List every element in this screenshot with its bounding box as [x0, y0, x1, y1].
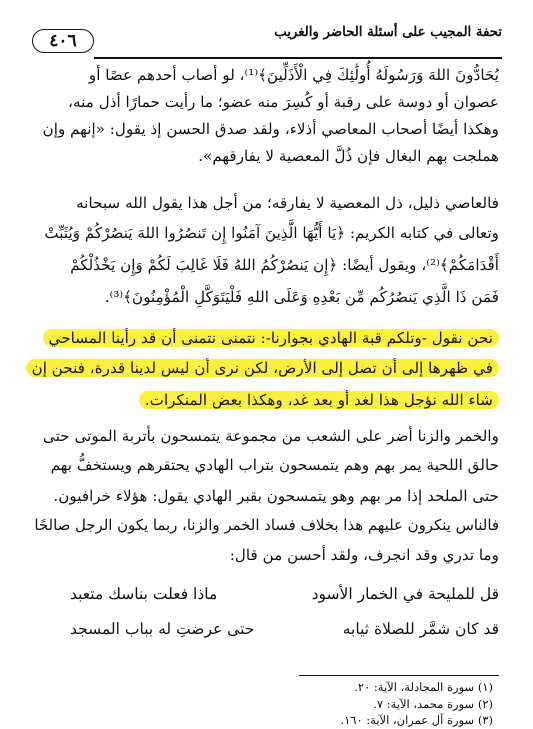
highlighted-line	[34, 389, 499, 411]
text-line: أَقْدَامَكُمْ﴾⁽²⁾، ويقول أيضًا: ﴿إِن يَنصُرْكُمُ اللهُ فَلَا غَالِبَ لَكُمْ وَإِن يَخْذُلْكُمْ	[70, 256, 499, 274]
footnote-separator	[299, 675, 499, 676]
text-line: حالق اللحية يمر بهم وهم يتمسحون بتراب الهادي يحتقرهم ويستخفُّ بهم	[50, 456, 499, 474]
footnote: (٣) سورة آل عمران، الآية: ١٦٠.	[340, 713, 493, 727]
poem-verse-first-hemistich: قل للمليحة في الخمار الأسود	[311, 585, 499, 603]
footnote: (١) سورة المجادلة، الآية: ٢٠.	[354, 680, 493, 694]
text-line: وهكذا أيضًا أصحاب المعاصي أذلاء، ولقد صدق الحسن إذ يقول: «إنهم وإن	[42, 120, 499, 138]
highlight-mark: في ظهرها إلى أن تصل إلى الأرض، لكن نرى أن ليس لدينا قدرة، فنحن إن	[26, 359, 499, 377]
text-line: يُحَادُّونَ اللهَ وَرَسُولَهُ أُولَٰئِكَ فِي الْأَذَلِّينَ﴾⁽¹⁾، لو أصاب أحدهم عصًا أو	[88, 66, 499, 84]
text-line: فَمَن ذَا الَّذِي يَنصُرُكُم مِّن بَعْدِهِ وَعَلَى اللهِ فَلْيَتَوَكَّلِ الْمُؤْمِنُونَ﴾⁽³⁾.	[104, 288, 499, 306]
page-header	[32, 25, 502, 59]
text-line: هملجت بهم البغال فإن ذُلَّ المعصية لا يفارقهم».	[198, 147, 499, 165]
text-line: فالناس ينكرون عليهم هذا بخلاف فساد الخمر والزنا، ربما يكون الرجل صالحًا	[34, 516, 499, 534]
book-title: تحفة المجيب على أسئلة الحاضر والغريب	[274, 25, 502, 40]
highlighted-line	[34, 327, 499, 349]
text-line: حتى الملحد إذا مر بهم وهو يتمسحون بقبر الهادي يقول: هؤلاء خرافيون.	[53, 487, 499, 505]
header-rule	[94, 57, 502, 59]
highlighted-line	[31, 357, 499, 379]
highlight-mark: شاء الله نؤجل هذا لغد أو بعد غد، وهكذا بعض المنكرات.	[139, 391, 499, 409]
poem-verse-second-hemistich: ماذا فعلت بناسك متعبد	[70, 585, 218, 603]
page-number: ٤٠٦	[32, 29, 94, 53]
text-line: وتعالى في كتابه الكريم: ﴿يَا أَيُّهَا الَّذِينَ آمَنُوا إِن تَنصُرُوا اللهَ يَنصُرْكُمْ وَيُثَبِّتْ	[44, 224, 499, 242]
text-line: وما تدري وقد انجرف، ولقد أحسن من قال:	[229, 546, 499, 564]
text-line: فالعاصي ذليل، ذل المعصية لا يفارقه؛ من أجل هذا يقول الله سبحانه	[76, 194, 499, 212]
poem-verse-second-hemistich: حتى عرضتِ له بباب المسجد	[70, 620, 255, 638]
highlight-mark: نحن نقول -وتلكم قبة الهادي بجوارنا-: نتمنى نتمنى أن قد رأينا المساحي	[43, 329, 499, 347]
poem-verse-first-hemistich: قد كان شمَّر للصلاة ثيابه	[342, 620, 499, 638]
footnote: (٢) سورة محمد، الآية: ٧.	[373, 697, 493, 711]
text-line: والخمر والزنا أضر على الشعب من مجموعة يتمسحون بأتربة الموتى حتى	[43, 427, 499, 445]
text-line: عصوان أو دوسة على رقبة أو كُسِرَ منه عضو؛ ما رأيت حمارًا أذل منه،	[68, 93, 499, 111]
